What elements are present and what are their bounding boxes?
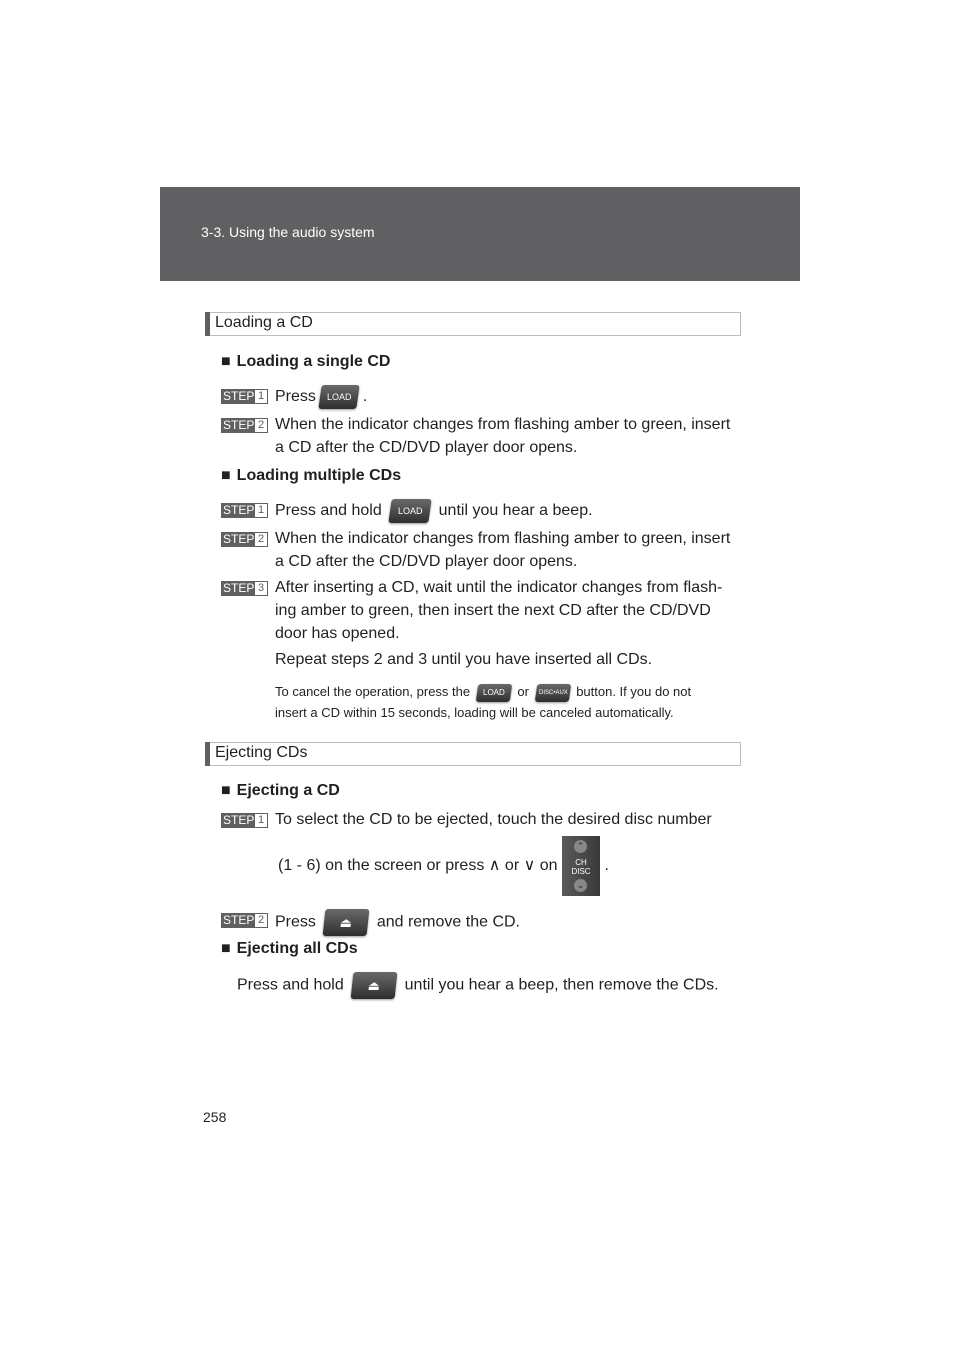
bullet-square-icon: ■: [221, 782, 231, 799]
heading-accent: [205, 312, 210, 336]
ejecting-cds-heading: [205, 742, 741, 766]
subhead-loading-multiple: ■ Loading multiple CDs: [221, 467, 402, 484]
chevron-down-icon: ⌄: [574, 879, 587, 892]
load-button-icon: LOAD: [475, 684, 512, 702]
eject-icon: ⏏: [323, 909, 370, 936]
step-badge: STEP 3: [221, 581, 268, 596]
heading-label: Loading a CD: [215, 314, 313, 331]
step-text-cont: (1 - 6) on the screen or press ∧ or ∨ on ⌃ CH DISC ⌄ .: [278, 836, 609, 896]
step-text: When the indicator changes from flashing amber to green, insert: [275, 530, 731, 547]
page-number: 258: [203, 1109, 227, 1125]
cancel-note-cont: insert a CD within 15 seconds, loading will be canceled automatically.: [275, 705, 674, 720]
step-text: Press LOAD .: [275, 385, 367, 409]
step-badge: STEP 1: [221, 503, 268, 518]
step-text-cont: ing amber to green, then insert the next CD after the CD/DVD: [275, 602, 711, 619]
step-text: When the indicator changes from flashing amber to green, insert: [275, 416, 731, 433]
load-button-icon: LOAD: [319, 385, 360, 409]
subhead-ejecting-all: ■ Ejecting all CDs: [221, 940, 358, 957]
step-text: To select the CD to be ejected, touch the desired disc number: [275, 811, 712, 828]
cancel-note: To cancel the operation, press the LOAD or DISC•AUX button. If you do not: [275, 681, 691, 702]
ch-disc-knob-icon: ⌃ CH DISC ⌄: [562, 836, 600, 896]
subhead-loading-single: ■ Loading a single CD: [221, 353, 391, 370]
heading-label: Ejecting CDs: [215, 744, 308, 761]
step-text-cont: a CD after the CD/DVD player door opens.: [275, 439, 578, 456]
heading-accent: [205, 742, 210, 766]
step-text-cont: door has opened.: [275, 625, 400, 642]
step-text: Press and hold LOAD until you hear a beep.: [275, 499, 593, 523]
step-badge: STEP 1: [221, 389, 268, 404]
eject-all-text: Press and hold ⏏ until you hear a beep, then remove the CDs.: [237, 972, 719, 999]
loading-cd-heading: [205, 312, 741, 336]
bullet-square-icon: ■: [221, 940, 231, 957]
step-text: Press ⏏ and remove the CD.: [275, 909, 520, 936]
step-text: After inserting a CD, wait until the indicator changes from flash-: [275, 579, 723, 596]
step-badge: STEP 2: [221, 532, 268, 547]
eject-icon: ⏏: [351, 972, 398, 999]
bullet-square-icon: ■: [221, 353, 231, 370]
step-text-cont: a CD after the CD/DVD player door opens.: [275, 553, 578, 570]
section-title: 3-3. Using the audio system: [201, 224, 375, 240]
subhead-ejecting-single: ■ Ejecting a CD: [221, 782, 340, 799]
step-badge: STEP 2: [221, 913, 268, 928]
step-badge: STEP 2: [221, 418, 268, 433]
disc-aux-button-icon: DISC•AUX: [534, 684, 571, 702]
header-bar: [160, 187, 800, 281]
bullet-square-icon: ■: [221, 467, 231, 484]
repeat-text: Repeat steps 2 and 3 until you have inserted all CDs.: [275, 651, 653, 668]
step-badge: STEP 1: [221, 813, 268, 828]
chevron-up-icon: ⌃: [574, 840, 587, 853]
load-button-icon: LOAD: [389, 499, 432, 523]
